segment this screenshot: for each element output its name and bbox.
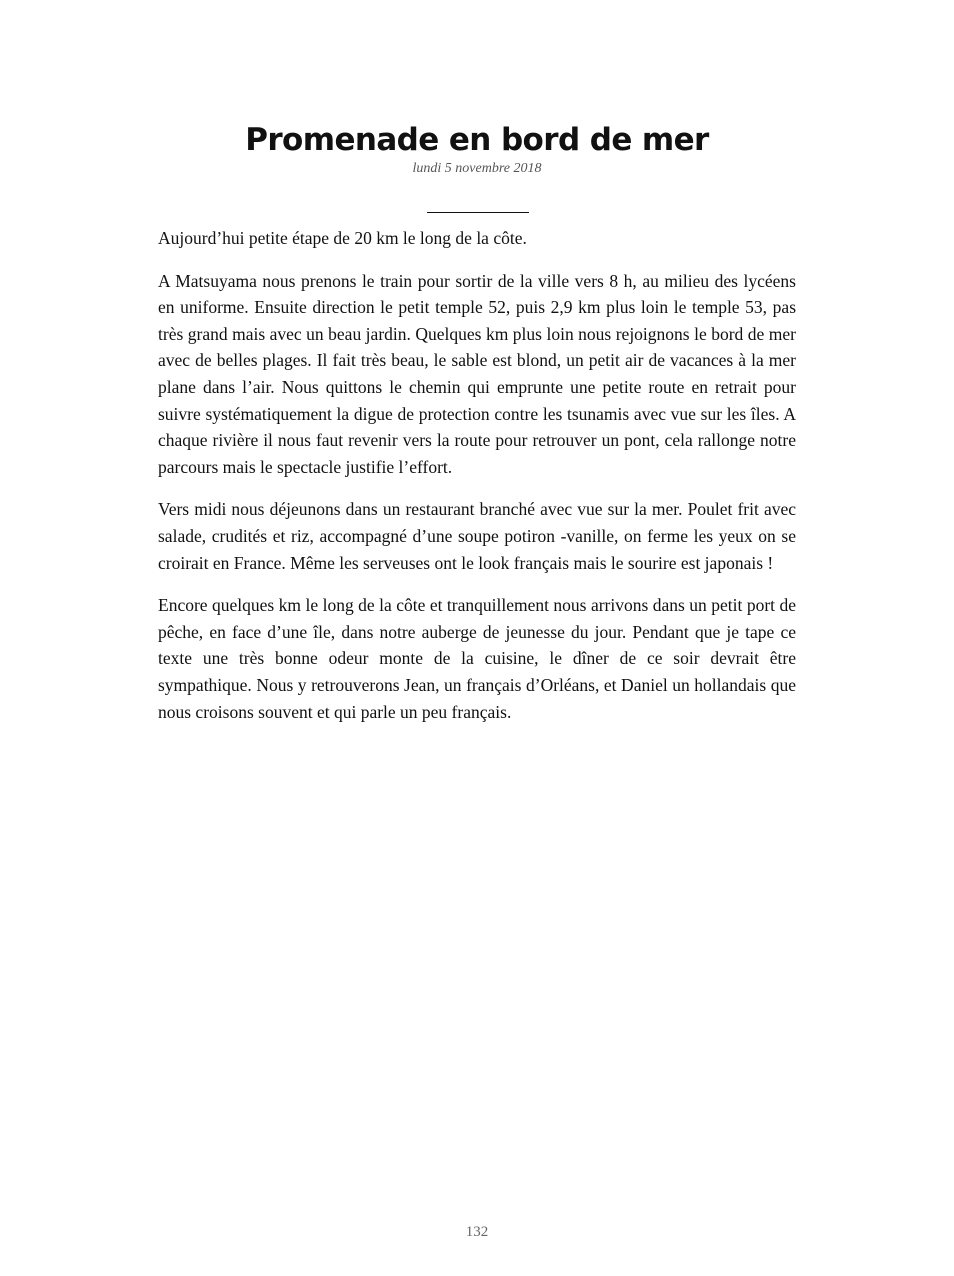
paragraph-4: Encore quelques km le long de la côte et tranquillement nous arrivons dans un petit port de pêche, en face d’une île, dans notre auberge de jeunesse du jour. Pendant que je tape ce texte une très bonne odeur monte de la cuisine, le dîner de ce soir devrait être sympathique. Nous y retrouverons Jean, un français d’Orléans, et Daniel un hollandais que nous croisons souvent et qui parle un peu français.	[158, 595, 796, 722]
post-date: lundi 5 novembre 2018	[412, 161, 542, 176]
page-number: 132	[465, 1224, 489, 1240]
title-divider	[427, 212, 529, 213]
paragraph-1: Aujourd’hui petite étape de 20 km le long de la côte.	[158, 228, 527, 248]
article-body	[158, 225, 796, 741]
paragraph-2: A Matsuyama nous prenons le train pour sortir de la ville vers 8 h, au milieu des lycéens en uniforme. Ensuite direction le petit temple 52, puis 2,9 km plus loin le temple 53, pas très grand mais avec un beau jardin. Quelques km plus loin nous rejoignons le bord de mer avec de belles plages. Il fait très beau, le sable est blond, un petit air de vacances à la mer plane dans l’air. Nous quittons le chemin qui emprunte une petite route en retrait pour suivre systématiquement la digue de protection contre les tsunamis avec vue sur les îles. A chaque rivière il nous faut revenir vers la route pour retrouver un pont, cela rallonge notre parcours mais le spectacle justifie l’effort.	[158, 270, 796, 477]
paragraph-3: Vers midi nous déjeunons dans un restaurant branché avec vue sur la mer. Poulet frit avec salade, crudités et riz, accompagné d’une soupe potiron -vanille, on ferme les yeux on se croirait en France. Même les serveuses ont le look français mais le sourire est japonais !	[158, 499, 796, 573]
page-title: Promenade en bord de mer	[245, 122, 709, 158]
